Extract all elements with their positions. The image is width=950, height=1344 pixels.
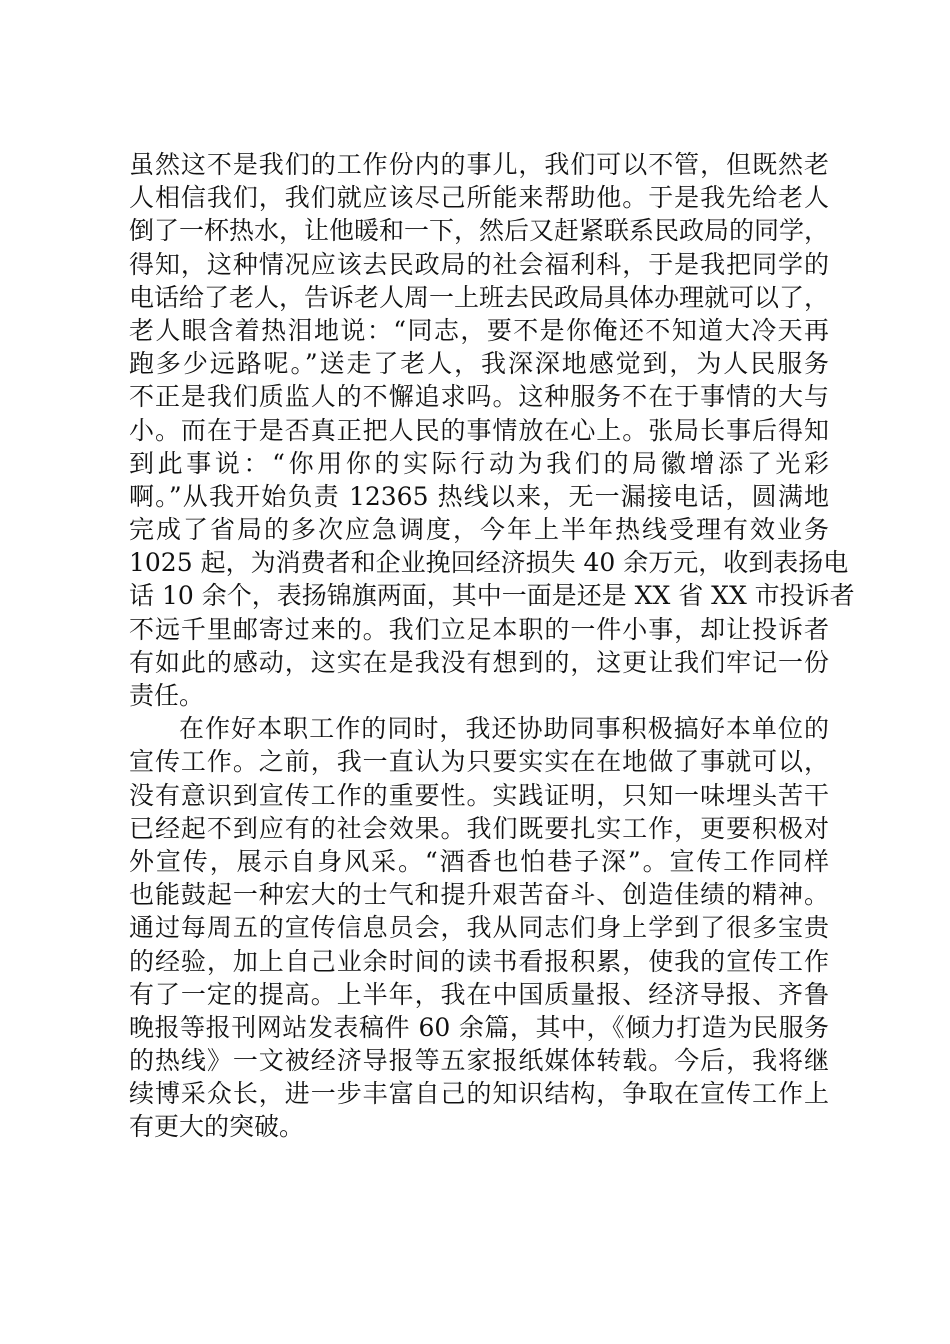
text-line: 人相信我们，我们就应该尽己所能来帮助他。于是我先给老人 xyxy=(129,183,829,213)
text-line: 有更大的突破。 xyxy=(129,1112,305,1142)
text-line: 倒了一杯热水，让他暖和一下，然后又赶紧联系民政局的同学， xyxy=(129,216,830,246)
text-line: 的经验，加上自己业余时间的读书看报积累，使我的宣传工作 xyxy=(129,946,829,976)
text-line: 老人眼含着热泪地说：“同志，要不是你俺还不知道大冷天再 xyxy=(129,315,829,345)
text-line: 的热线》一文被经济导报等五家报纸媒体转载。今后，我将继 xyxy=(129,1046,829,1076)
text-line: 跑多少远路呢。”送走了老人，我深深地感觉到，为人民服务 xyxy=(129,349,829,379)
text-line: 虽然这不是我们的工作份内的事儿，我们可以不管，但既然老 xyxy=(129,150,829,179)
text-line: 宣传工作。之前，我一直认为只要实实在在地做了事就可以， xyxy=(129,747,829,777)
text-line: 不正是我们质监人的不懈追求吗。这种服务不在于事情的大与 xyxy=(129,382,829,412)
text-line: 也能鼓起一种宏大的士气和提升艰苦奋斗、创造佳绩的精神。 xyxy=(129,880,829,910)
text-line: 得知，这种情况应该去民政局的社会福利科，于是我把同学的 xyxy=(129,249,829,279)
text-line: 完成了省局的多次应急调度，今年上半年热线受理有效业务 xyxy=(129,515,829,545)
text-line: 到此事说：“你用你的实际行动为我们的局徽增添了光彩 xyxy=(129,448,829,478)
text-line: 已经起不到应有的社会效果。我们既要扎实工作，更要积极对 xyxy=(129,813,829,843)
text-line: 续博采众长，进一步丰富自己的知识结构，争取在宣传工作上 xyxy=(129,1079,829,1109)
text-line: 外宣传，展示自身风采。“酒香也怕巷子深”。宣传工作同样 xyxy=(129,846,829,876)
text-line: 小。而在于是否真正把人民的事情放在心上。张局长事后得知 xyxy=(129,415,829,445)
text-line: 啊。”从我开始负责 12365 热线以来，无一漏接电话，圆满地 xyxy=(129,481,829,511)
text-line: 责任。 xyxy=(129,681,205,710)
text-line: 不远千里邮寄过来的。我们立足本职的一件小事，却让投诉者 xyxy=(129,614,829,644)
text-line: 在作好本职工作的同时，我还协助同事积极搞好本单位的 xyxy=(179,714,829,744)
text-line: 晚报等报刊网站发表稿件 60 余篇，其中，《倾力打造为民服务 xyxy=(129,1012,829,1042)
text-line: 有如此的感动，这实在是我没有想到的，这更让我们牢记一份 xyxy=(129,647,829,677)
body-text xyxy=(129,148,855,1144)
paragraph-1 xyxy=(129,148,855,712)
text-line: 通过每周五的宣传信息员会，我从同志们身上学到了很多宝贵 xyxy=(129,913,829,943)
text-line: 电话给了老人，告诉老人周一上班去民政局具体办理就可以了， xyxy=(129,282,830,312)
text-line: 1025 起，为消费者和企业挽回经济损失 40 余万元，收到表扬电 xyxy=(129,548,849,578)
text-line: 有了一定的提高。上半年，我在中国质量报、经济导报、齐鲁 xyxy=(129,979,829,1009)
text-line: 没有意识到宣传工作的重要性。实践证明，只知一味埋头苦干 xyxy=(129,780,829,810)
paragraph-2 xyxy=(129,712,829,1143)
text-line: 话 10 余个，表扬锦旗两面，其中一面是还是 XX 省 XX 市投诉者 xyxy=(129,581,855,611)
